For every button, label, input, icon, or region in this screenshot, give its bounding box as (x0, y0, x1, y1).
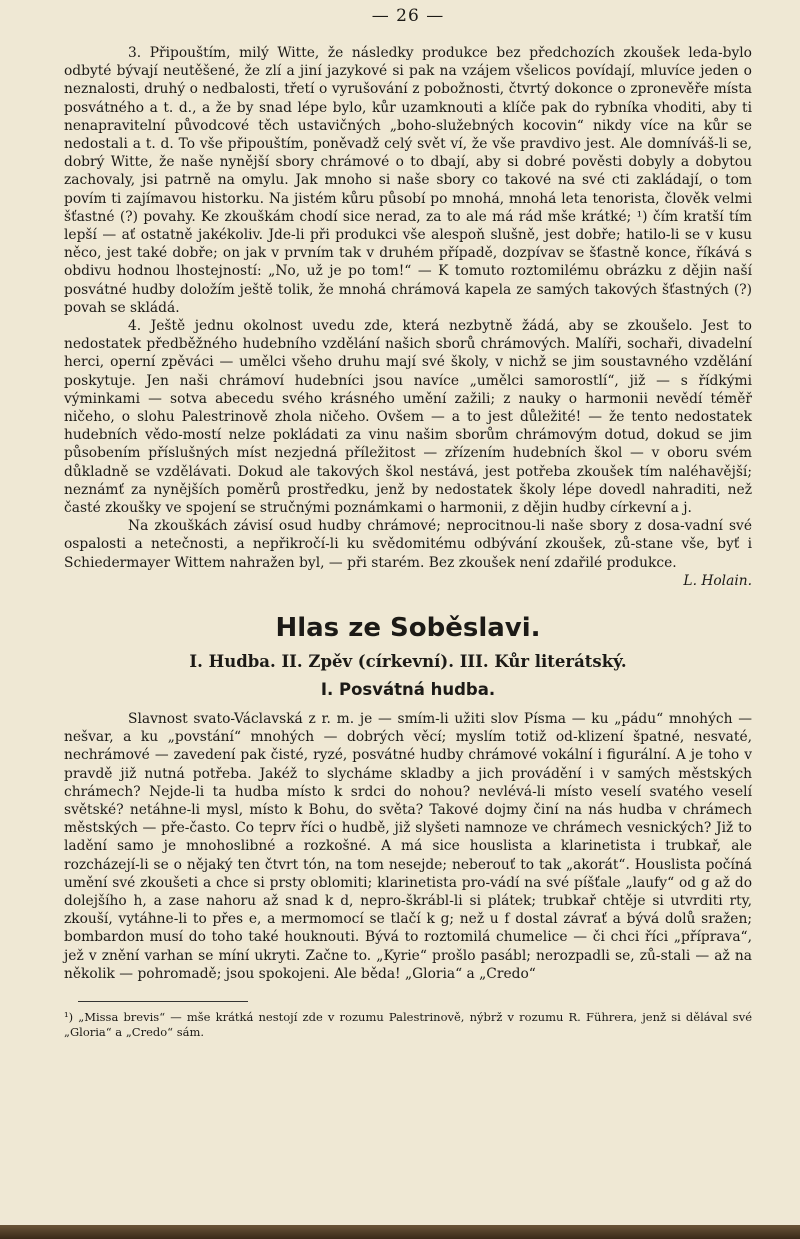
article-paragraph: Slavnost svato-Václavská z r. m. je — smím-li užiti slov Písma — ku „pádu“ mnohých — nešvar, a ku „povstání“ mnohých — dobrých věcí; myslím totiž od-klizení špatné, nesvaté, nechrámové — zavedení pak čisté, ryzé, posvátné hudby chrámové vokální i figurální. A je toho v pravdě již nutná potřeba. Jakéž to slycháme skladby a jich provádění i v samých městských chrámech? Nejde-li ta hudba místo k srdci do nohou? nevlévá-li místo veselí svatého veselí světské? netáhne-li mysl, místo k Bohu, do světa? Takové dojmy činí na nás hudba v chrámech městských — pře-často. Co teprv říci o hudbě, již slyšeti namnoze ve chrámech vesnických? Již to ladění samo je mnohoslibné a rozkošné. A má sice houslista a klarinetista i trubkař, ale rozcházejí-li se o nějaký ten čtvrt tón, na tom nesejde; neberouť to tak „akorát“. Houslista počíná umění své zkoušeti a chce si prsty oblomiti; klarinetista pro-vádí na své píšťale „laufy“ od g až do dolejšího h, a zase nahoru až snad k d, nepro-škrábl-li si plátek; trubkař chtěje si utvrditi rty, zkouší, vytáhne-li to přes e, a mermomocí se tlačí k g; než u f dostal závrať a bývá dolů sražen; bombardon musí do toho také houknouti. Bývá to roztomilá chumelice — či chci říci „příprava“, jež v znění varhan se míní ukryti. Začne to. „Kyrie“ prošlo pasábl; nerozpadli se, zů-stali — až na několik — pohromadě; jsou spokojeni. Ale běda! „Gloria“ a „Credo“ (64, 710, 752, 982)
footnote-divider (78, 1001, 248, 1002)
footnote: ¹) „Missa brevis“ — mše krátká nestojí zde v rozumu Palestrinově, nýbrž v rozumu R. Führera, jenž si dělával své „Gloria“ a „Credo“ sám. (64, 1009, 752, 1039)
paragraph-conclusion-text: Na zkouškách závisí osud hudby chrámové; neprocitnou-li naše sbory z dosa-vadní své ospalosti a netečnosti, a nepřikročí-li ku svědomitému odbývání zkoušek, zů-stane vše, byť i Schiedermayer Wittem nahražen byl, — při starém. Bez zkoušek není zdařilé produkce. (64, 518, 752, 571)
paragraph-3: 3. Připouštím, milý Witte, že následky produkce bez předchozích zkoušek leda-bylo odbyté bývají neutěšené, že zlí a jiní jazykové si pak na vzájem všelicos povídají, mluvíce jeden o neznalosti, druhý o nedbalosti, třetí o vyrušování z pobožnosti, čtvrtý dokonce o zpronevěře místa posvátného a t. d., a že by snad lépe bylo, kůr uzamknouti a klíče pak do rybníka vhoditi, aby ti nenapravitelní původcové těch ustavičných „boho-služebných kocovin“ nikdy více na kůr se nedostali a t. d. To vše připouštím, poněvadž celý svět ví, že vše pravdivo jest. Ale domníváš-li se, dobrý Witte, že naše nynější sbory chrámové o to dbají, aby si dobré pověsti dobyly a dobytou zachovaly, jsi patrně na omylu. Jak mnoho si naše sbory co takové na své cti zakládají, o tom povím ti zajímavou historku. Na jistém kůru působí po mnohá, mnohá leta tenorista, člověk velmi šťastné (?) povahy. Ke zkouškám chodí sice nerad, za to ale má rád mše krátké; ¹) čím kratší tím lepší — ať ostatně jakékoliv. Jde-li při produkci vše alespoň slušně, jest dobře; hatilo-li se v kusu něco, jest také dobře; on jak v prvním tak v druhém případě, dozpívav se šťastně konce, říkává s obdivu hodnou lhostejností: „No, už je po tom!“ — K tomuto roztomilému obrázku z dějin naší posvátné hudby doložím ještě tolik, že mnohá chrámová kapela ze samých takových šťastných (?) povah se skládá. (64, 45, 752, 316)
section-heading: I. Posvátná hudba. (320, 679, 496, 699)
paragraph-4: 4. Ještě jednu okolnost uvedu zde, která nezbytně žádá, aby se zkoušelo. Jest to nedostatek předběžného hudebního vzdělání našich sborů chrámových. Malíři, sochaři, divadelní herci, operní zpěváci — umělci všeho druhu mají své školy, v nichž se jim soustavného vzdělání poskytuje. Jen naši chrámoví hudebníci jsou navíce „umělci samorostlí“, již — s řídkými výminkami — sotva abecedu svého krásného umění zažili; z nauky o harmonii nevědí téměř ničeho, o slohu Palestrinově zhola ničeho. Ovšem — a to jest důležité! — že tento nedostatek hudebních vědo-mostí nelze pokládati za vinu našim sborům chrámovým dotud, dokud se jim působením příslušných míst nezjedná příležitost — zřízením hudebních škol — v oboru svém důkladně se vzdělávati. Dokud ale takových škol nestává, jest potřeba zkoušek tím naléhavější; neznámť za nynějších poměrů prostředku, jenž by nedostatek školy lépe dovedl nahraditi, než časté zkoušky ve spojení se stručnými poznámkami o harmonii, z dějin hudby církevní a j. (64, 318, 752, 517)
author-signature: L. Holain. (683, 572, 752, 589)
article-sections: I. Hudba. II. Zpěv (církevní). III. Kůr literátský. (189, 651, 627, 671)
page-edge-band (0, 1225, 800, 1239)
paragraph-conclusion (64, 517, 752, 589)
article-title: Hlas ze Soběslavi. (275, 612, 541, 643)
page-number: — 26 — (371, 6, 445, 26)
